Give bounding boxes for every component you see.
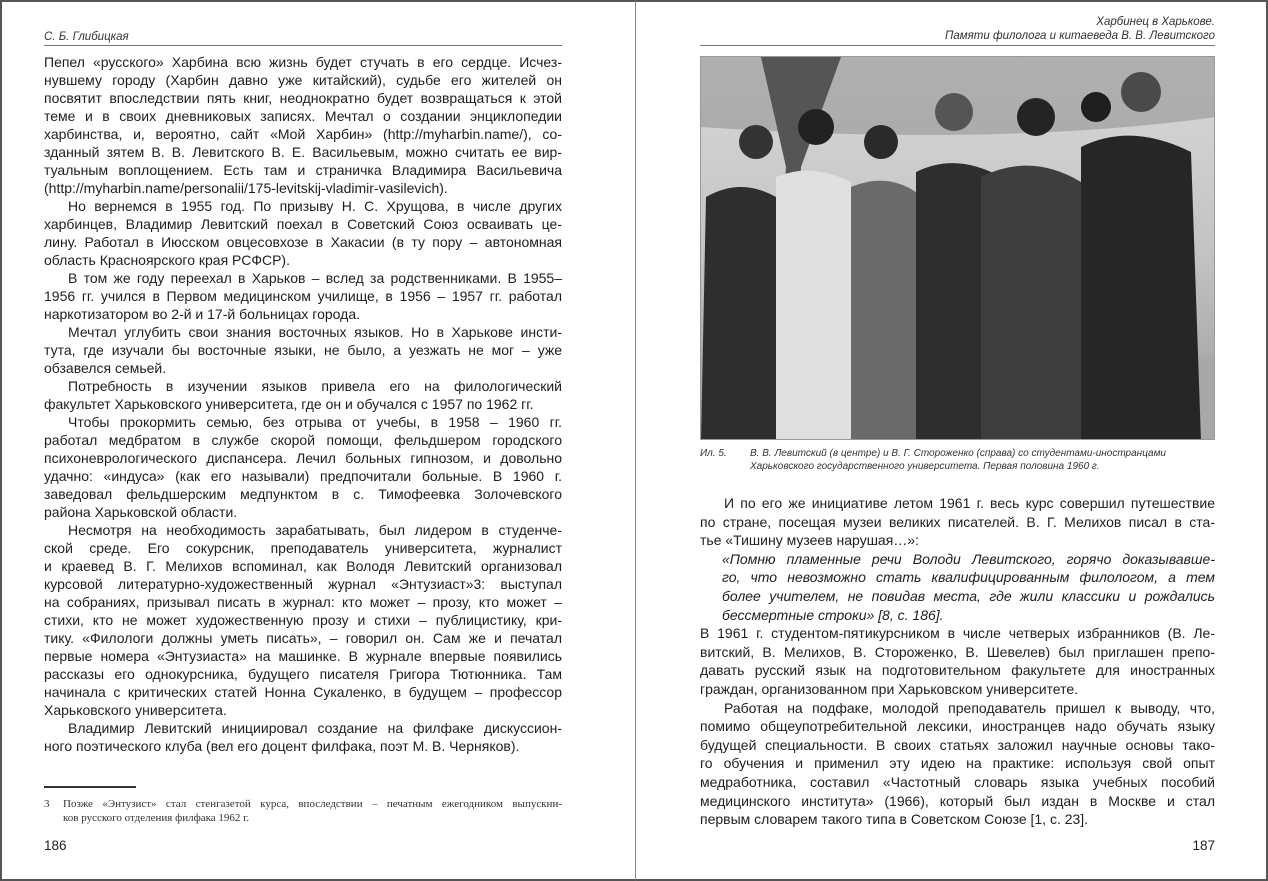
text-line: тута, где изучали бы восточные языки, не было, а уезжать не мог – уже xyxy=(44,342,562,358)
paragraph xyxy=(700,699,1215,829)
running-head-title xyxy=(945,15,1215,43)
text-line: медработника, составил «Частотный словарь языка учебных пособий xyxy=(700,773,1215,790)
paragraph xyxy=(44,269,562,323)
text-line: бессмертные строки» [8, с. 186]. xyxy=(722,606,944,623)
text-line: Чтобы прокормить семью, без отрыва от учебы, в 1958 – 1960 гг. xyxy=(68,414,562,430)
text-line: первые номера «Энтузиаста» на машинке. В журнале впервые появились xyxy=(44,648,562,664)
text-line: ской среде. Его сокурсник, преподаватель университета, журналист xyxy=(44,540,562,556)
text-line: Владимир Левитский инициировал создание на филфаке дискуссион- xyxy=(68,720,562,736)
text-line: Харьковского университета. xyxy=(44,702,227,718)
text-line: давать русский язык на подготовительном факультете для иностранных xyxy=(700,662,1215,679)
text-line: Пепел «русского» Харбина всю жизнь будет стучать в его сердце. Исчез- xyxy=(44,54,562,70)
text-line: «Помню пламенные речи Володи Левитского, горячо доказывавше- xyxy=(722,550,1215,567)
text-line: (http://myharbin.name/personalii/175-levitskij-vladimir-vasilevich). xyxy=(44,180,448,196)
text-line: В том же году переехал в Харьков – вслед за родственниками. В 1955– xyxy=(68,270,562,286)
text-line: И по его же инициативе летом 1961 г. весь курс совершил путешествие xyxy=(724,495,1215,511)
caption-line: Харьковского государственного университета. Первая половина 1960 г. xyxy=(750,461,1100,472)
text-line: психоневрологического диспансера. Лечил больных гипнозом, и довольно xyxy=(44,450,562,466)
figure-caption xyxy=(750,447,1166,473)
footnote-rule xyxy=(44,786,136,788)
text-line: лину. Работал в Июсском овцесовхозе в Хакасии (в ту пору – автономная xyxy=(44,234,562,250)
text-line: харбинцев, Владимир Левитский поехал в Советский Союз осваивать це- xyxy=(44,216,562,232)
text-line: граждан, организованном при Харьковском университете. xyxy=(700,680,1079,697)
paragraph xyxy=(44,377,562,413)
paragraph xyxy=(44,323,562,377)
text-line: курсовой литературно-художественный журнал «Энтузиаст»3: выступал xyxy=(44,576,562,592)
paragraph xyxy=(700,494,1215,550)
text-line: нувшему городу (Харбин давно уже китайский), судьбе его жителей он xyxy=(44,72,562,88)
text-line: область Красноярского края РСФСР). xyxy=(44,252,290,268)
text-line: теме и в своих дневниковых записях. Мечтал о создании энциклопедии xyxy=(44,108,562,124)
text-line: витский, В. Мелихов, В. Стороженко, В. Шевелев) был приглашен препо- xyxy=(700,643,1215,660)
text-line: посвятит впоследствии пять книг, неоднократно будет возвращаться к этой xyxy=(44,90,562,106)
footnote-line: Позже «Энтузист» стал стенгазетой курса, впоследствии – печатным ежегодником выпускни- xyxy=(63,798,562,810)
page-number-left: 186 xyxy=(44,838,67,853)
text-line: тику. «Филологи должны уметь писать», – говорил он. Сам же и печатал xyxy=(44,630,562,646)
text-line: Потребность в изучении языков привела его на филологический xyxy=(68,378,562,394)
text-line: начинала с критических статей Нонна Сукаленко, в будущем – профессор xyxy=(44,684,562,700)
text-line: будущей специальности. В своих статьях заложил научные основы тако- xyxy=(700,736,1215,753)
text-line: помимо общеупотребительной лексики, иностранцев надо обучать языку xyxy=(700,718,1215,735)
text-line: более учителем, не повидав места, где жили классики и рождались xyxy=(722,587,1215,604)
paragraph xyxy=(44,521,562,719)
text-line: го обучения и применил эту идею на практике: используя свой опыт xyxy=(700,755,1215,772)
caption-line: В. В. Левитский (в центре) и В. Г. Стороженко (справа) со студентами-иностранцами xyxy=(750,448,1166,459)
text-line: Несмотря на необходимость зарабатывать, был лидером в студенче- xyxy=(68,522,562,538)
text-line: и краевед В. Г. Мелихов вспоминал, как Володя Левитский организовал xyxy=(44,558,562,574)
footnote-number: 3 xyxy=(44,798,50,810)
text-line: 1956 гг. учился в Первом медицинском училище, в 1956 – 1957 гг. работал xyxy=(44,288,562,304)
text-line: туальным воплощением. Есть там и страничка Владимира Васильевича xyxy=(44,162,562,178)
text-line: го, что невозможно стать квалифицированным филологом, а тем xyxy=(722,569,1215,586)
header-rule xyxy=(700,45,1215,46)
text-line: работал медбратом в службе скорой помощи, фельдшером городского xyxy=(44,432,562,448)
text-line: удачно: «индуса» (как его называли) предпочитали больные. В 1960 г. xyxy=(44,468,562,484)
text-line: факультет Харьковского университета, где он и обучался с 1957 по 1962 гг. xyxy=(44,396,534,412)
text-line: заведовал фельдшерским медпунктом в с. Тимофеевка Золочевского xyxy=(44,486,562,502)
text-line: Мечтал углубить свои знания восточных языков. Но в Харькове инсти- xyxy=(68,324,562,340)
paragraph xyxy=(44,197,562,269)
text-line: зданный зятем В. В. Левитского В. Е. Васильевым, можно считать ее вир- xyxy=(44,144,562,160)
paragraph xyxy=(44,413,562,521)
text-line: на собраниях, призывал писать в журнал: кто может – прозу, кто может – xyxy=(44,594,562,610)
footnote-line: ков русского отделения филфака 1962 г. xyxy=(63,812,250,824)
text-line: В 1961 г. студентом-пятикурсником в числе четверых избранников (В. Ле- xyxy=(700,625,1215,642)
running-head-author: С. Б. Глибицкая xyxy=(44,31,129,43)
text-line: наркотизатором во 2-й и 17-й больницах города. xyxy=(44,306,360,322)
page-number-right: 187 xyxy=(1192,838,1215,853)
group-photo xyxy=(700,56,1215,440)
text-line: стихи, кто не может художественную прозу и стихи – публицистику, кри- xyxy=(44,612,562,628)
block-quote xyxy=(700,550,1215,624)
right-body-text xyxy=(700,494,1215,829)
text-line: обзавелся семьей. xyxy=(44,360,167,376)
text-line: рассказы его однокурсника, будущего писателя Григора Тютюнника. Там xyxy=(44,666,562,682)
paragraph xyxy=(44,53,562,197)
text-line: по стране, посещая музеи великих писателей. В. Г. Мелихов писал в ста- xyxy=(700,513,1215,530)
footnote-text xyxy=(63,797,562,825)
paragraph xyxy=(700,624,1215,698)
header-rule xyxy=(44,45,562,46)
text-line: Но вернемся в 1955 год. По призыву Н. С. Хрущова, в числе других xyxy=(68,198,562,214)
figure-label: Ил. 5. xyxy=(700,448,727,459)
text-line: первым словарем такого типа в Советском Союзе [1, с. 23]. xyxy=(700,811,1089,828)
text-line: тье «Тишину музеев нарушая…»: xyxy=(700,532,919,549)
left-body-text xyxy=(44,53,562,755)
text-line: медицинского института» (1966), который был издан в Москве и стал xyxy=(700,792,1215,809)
running-head-line: Харбинец в Харькове. xyxy=(1096,16,1215,28)
text-line: района Харьковской области. xyxy=(44,504,238,520)
paragraph xyxy=(44,719,562,755)
running-head-line: Памяти филолога и китаеведа В. В. Левитского xyxy=(945,30,1215,42)
text-line: харбинства, и, вероятно, сайт «Мой Харбин» (http://myharbin.name/), со- xyxy=(44,126,562,142)
text-line: ного поэтического клуба (вел его доцент филфака, поэт М. В. Черняков). xyxy=(44,738,520,754)
text-line: Работая на подфаке, молодой преподаватель пришел к выводу, что, xyxy=(724,699,1215,716)
